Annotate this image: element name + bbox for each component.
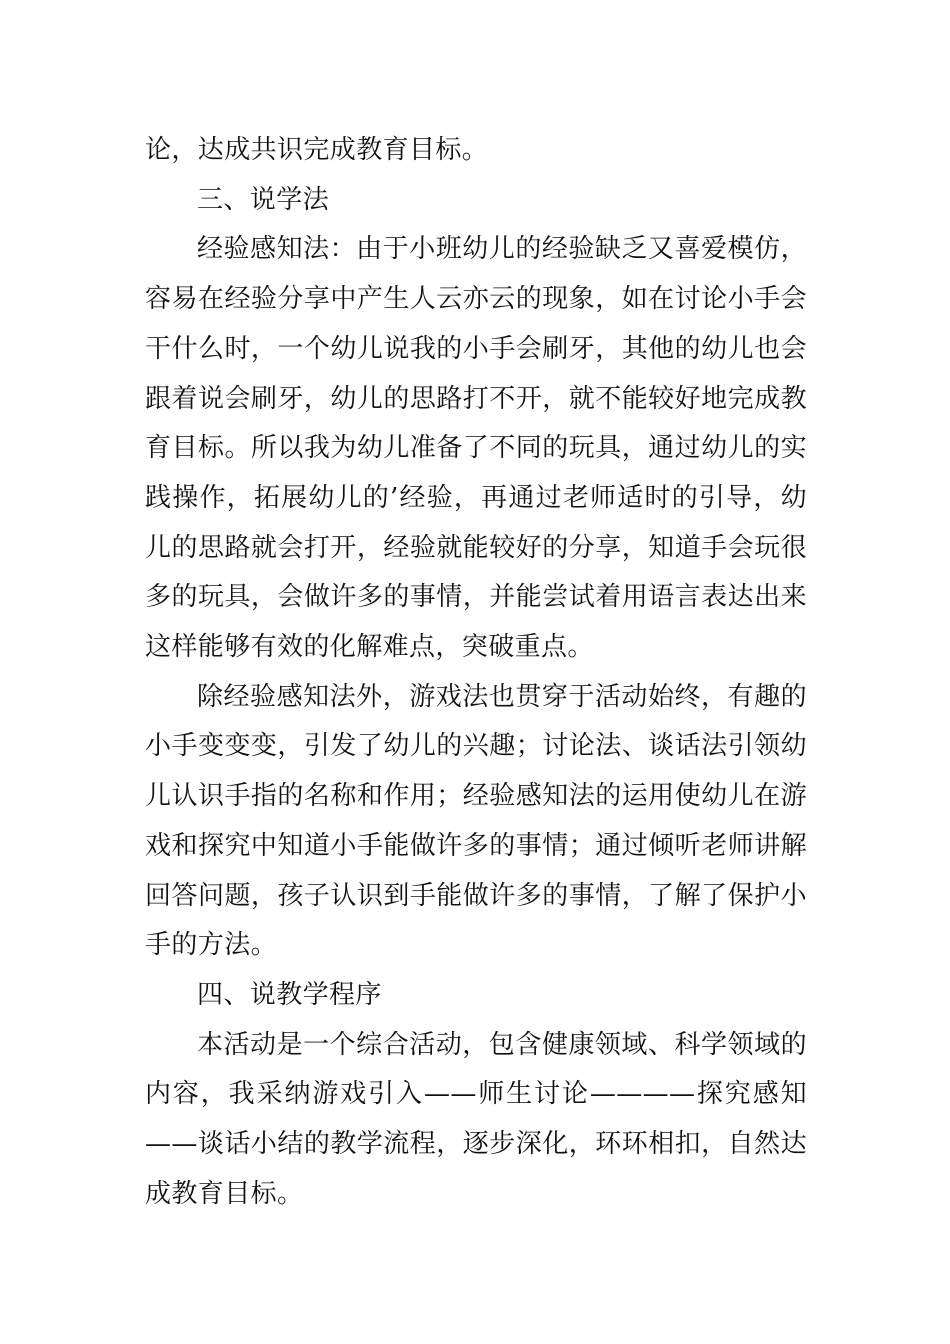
body-text: [145, 126, 807, 1219]
section-heading-teaching-procedure: 四、说教学程序: [197, 979, 382, 1010]
section-heading-study-methods: 三、说学法: [197, 184, 330, 215]
paragraph-continuation: 论，达成共识完成教育目标。: [145, 135, 489, 165]
paragraph-experience-method: 经验感知法：由于小班幼儿的经验缺乏又喜爱模仿，容易在经验分享中产生人云亦云的现象，如在讨论小手会干什么时，一个幼儿说我的小手会刷牙，其他的幼儿也会跟着说会刷牙，幼儿的思路打不开，就不能较好地完成教育目标。所以我为幼儿准备了不同的玩具，通过幼儿的实践操作，拓展幼儿的’经验，再通过老师适时的引导，幼儿的思路就会打开，经验就能较好的分享，知道手会玩很多的玩具，会做许多的事情，并能尝试着用语言表达出来这样能够有效的化解难点，突破重点。: [145, 234, 807, 663]
paragraph-other-methods: 除经验感知法外，游戏法也贯穿于活动始终，有趣的小手变变变，引发了幼儿的兴趣；讨论法、谈话法引领幼儿认识手指的名称和作用；经验感知法的运用使幼儿在游戏和探究中知道小手能做许多的事情；通过倾听老师讲解回答问题，孩子认识到手能做许多的事情，了解了保护小手的方法。: [145, 681, 807, 961]
paragraph-teaching-flow: 本活动是一个综合活动，包含健康领域、科学领域的内容，我采纳游戏引入——师生讨论————探究感知——谈话小结的教学流程，逐步深化，环环相扣，自然达成教育目标。: [145, 1029, 807, 1209]
